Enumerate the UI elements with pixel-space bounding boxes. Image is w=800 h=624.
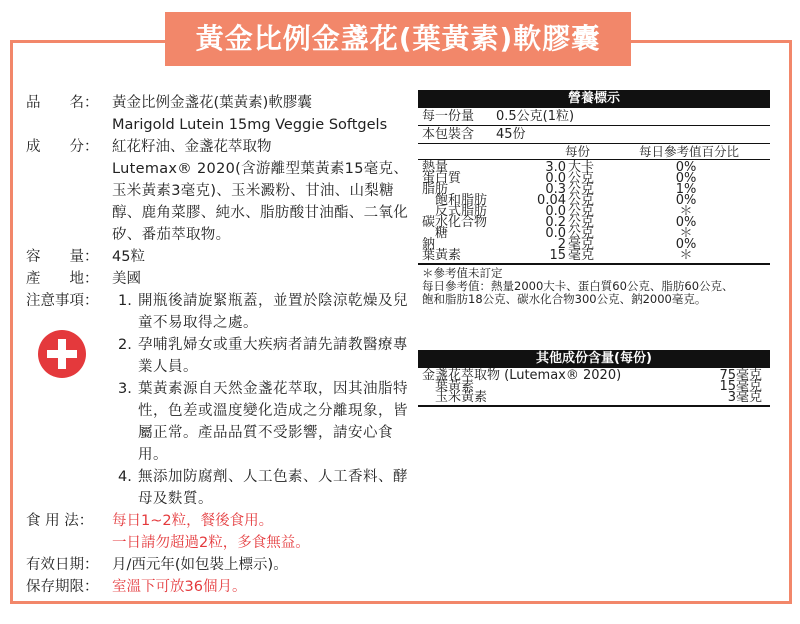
other-ingredient-row: 葉黃素 15 毫克 <box>422 379 763 394</box>
nutrition-row: 糖 0.0 公克 ＊ <box>422 226 693 241</box>
origin-row <box>26 268 414 290</box>
note-item: 2. 孕哺乳婦女或重大疾病者請先請教醫療專業人員。 <box>118 337 408 375</box>
usage-label: 食 用 法： <box>26 513 94 529</box>
nutrition-facts-table <box>418 90 770 306</box>
nutrition-rows <box>418 160 770 265</box>
usage-row <box>26 510 414 554</box>
servings-per-pack-row: 本包裝含 45份 <box>418 126 770 144</box>
expiry-label: 有效日期： <box>26 557 99 573</box>
product-title-banner: 黃金比例金盞花(葉黃素)軟膠囊 <box>165 12 631 66</box>
notes-row <box>26 290 414 510</box>
ingredients-row <box>26 136 414 246</box>
nutrition-row: 鈉 2 毫克 0% <box>422 237 697 252</box>
capacity-row <box>26 246 414 268</box>
storage-value: 室溫下可放36個月。 <box>112 579 247 595</box>
name-row <box>26 92 414 136</box>
nutrition-header: 營養標示 <box>418 90 770 108</box>
notes-label: 注意事項： <box>26 293 99 309</box>
name-label: 品 名： <box>26 95 99 111</box>
nutrition-row: 碳水化合物 0.2 公克 0% <box>422 215 697 230</box>
nutrition-row: 反式脂肪 0.0 公克 ＊ <box>422 204 693 219</box>
note-item: 1. 開瓶後請旋緊瓶蓋，並置於陰涼乾燥及兒童不易取得之處。 <box>118 293 408 331</box>
notes-list <box>112 290 414 510</box>
other-ingredients-table <box>418 350 770 407</box>
ingredients-label: 成 分： <box>26 139 99 155</box>
nutrition-row: 飽和脂肪 0.04 公克 0% <box>422 193 697 208</box>
expiry-row <box>26 554 414 576</box>
nutrition-row: 脂肪 0.3 公克 1% <box>422 182 697 197</box>
nutrition-row: 葉黃素 15 毫克 ＊ <box>422 248 693 263</box>
name-en: Marigold Lutein 15mg Veggie Softgels <box>112 117 388 133</box>
other-ingredient-row: 玉米黃素 3 毫克 <box>422 390 763 405</box>
origin-value: 美國 <box>112 271 141 287</box>
usage-line1: 每日1~2粒，餐後食用。 <box>112 513 274 529</box>
capacity-value: 45粒 <box>112 249 145 265</box>
usage-line2: 一日請勿超過2粒，多食無益。 <box>112 535 310 551</box>
note-item: 4. 無添加防腐劑、人工色素、人工香料、酵母及麩質。 <box>118 469 408 507</box>
nutrition-row: 蛋白質 0.0 公克 0% <box>422 171 697 186</box>
storage-label: 保存期限： <box>26 579 99 595</box>
name-zh: 黃金比例金盞花(葉黃素)軟膠囊 <box>112 95 312 111</box>
ingredients-line2: Lutemax® 2020(含游離型葉黃素15毫克、玉米黃素3毫克)、玉米澱粉、甘油、山梨糖醇、鹿角菜膠、純水、脂肪酸甘油酯、二氧化矽、番茄萃取物。 <box>112 161 409 243</box>
nutrition-footnote: ＊參考值未訂定 每日參考值：熱量2000大卡、蛋白質60公克、脂肪60公克、 飽和脂肪18公克、碳水化合物300公克、鈉2000毫克。 <box>422 266 734 306</box>
nutrition-row: 熱量 3.0 大卡 0% <box>422 160 697 175</box>
storage-row <box>26 576 414 598</box>
serving-size-row: 每一份量 0.5公克(1粒) <box>418 108 770 126</box>
note-item: 3. 葉黃素源自天然金盞花萃取，因其油脂特性，色差或溫度變化造成之分離現象，皆屬正常。產品品質不受影響，請安心食用。 <box>118 381 408 463</box>
capacity-label: 容 量： <box>26 249 99 265</box>
other-ingredient-row: 金盞花萃取物 (Lutemax® 2020) 75 毫克 <box>422 368 763 383</box>
nutrition-column-headers: 每份 每日參考值百分比 <box>418 144 770 160</box>
other-ingredients-header: 其他成份含量(每份) <box>418 350 770 368</box>
origin-label: 產 地： <box>26 271 99 287</box>
medical-cross-icon <box>38 330 86 378</box>
ingredients-line1: 紅花籽油、金盞花萃取物 <box>112 139 272 155</box>
expiry-value: 月/西元年(如包裝上標示)。 <box>112 557 288 573</box>
